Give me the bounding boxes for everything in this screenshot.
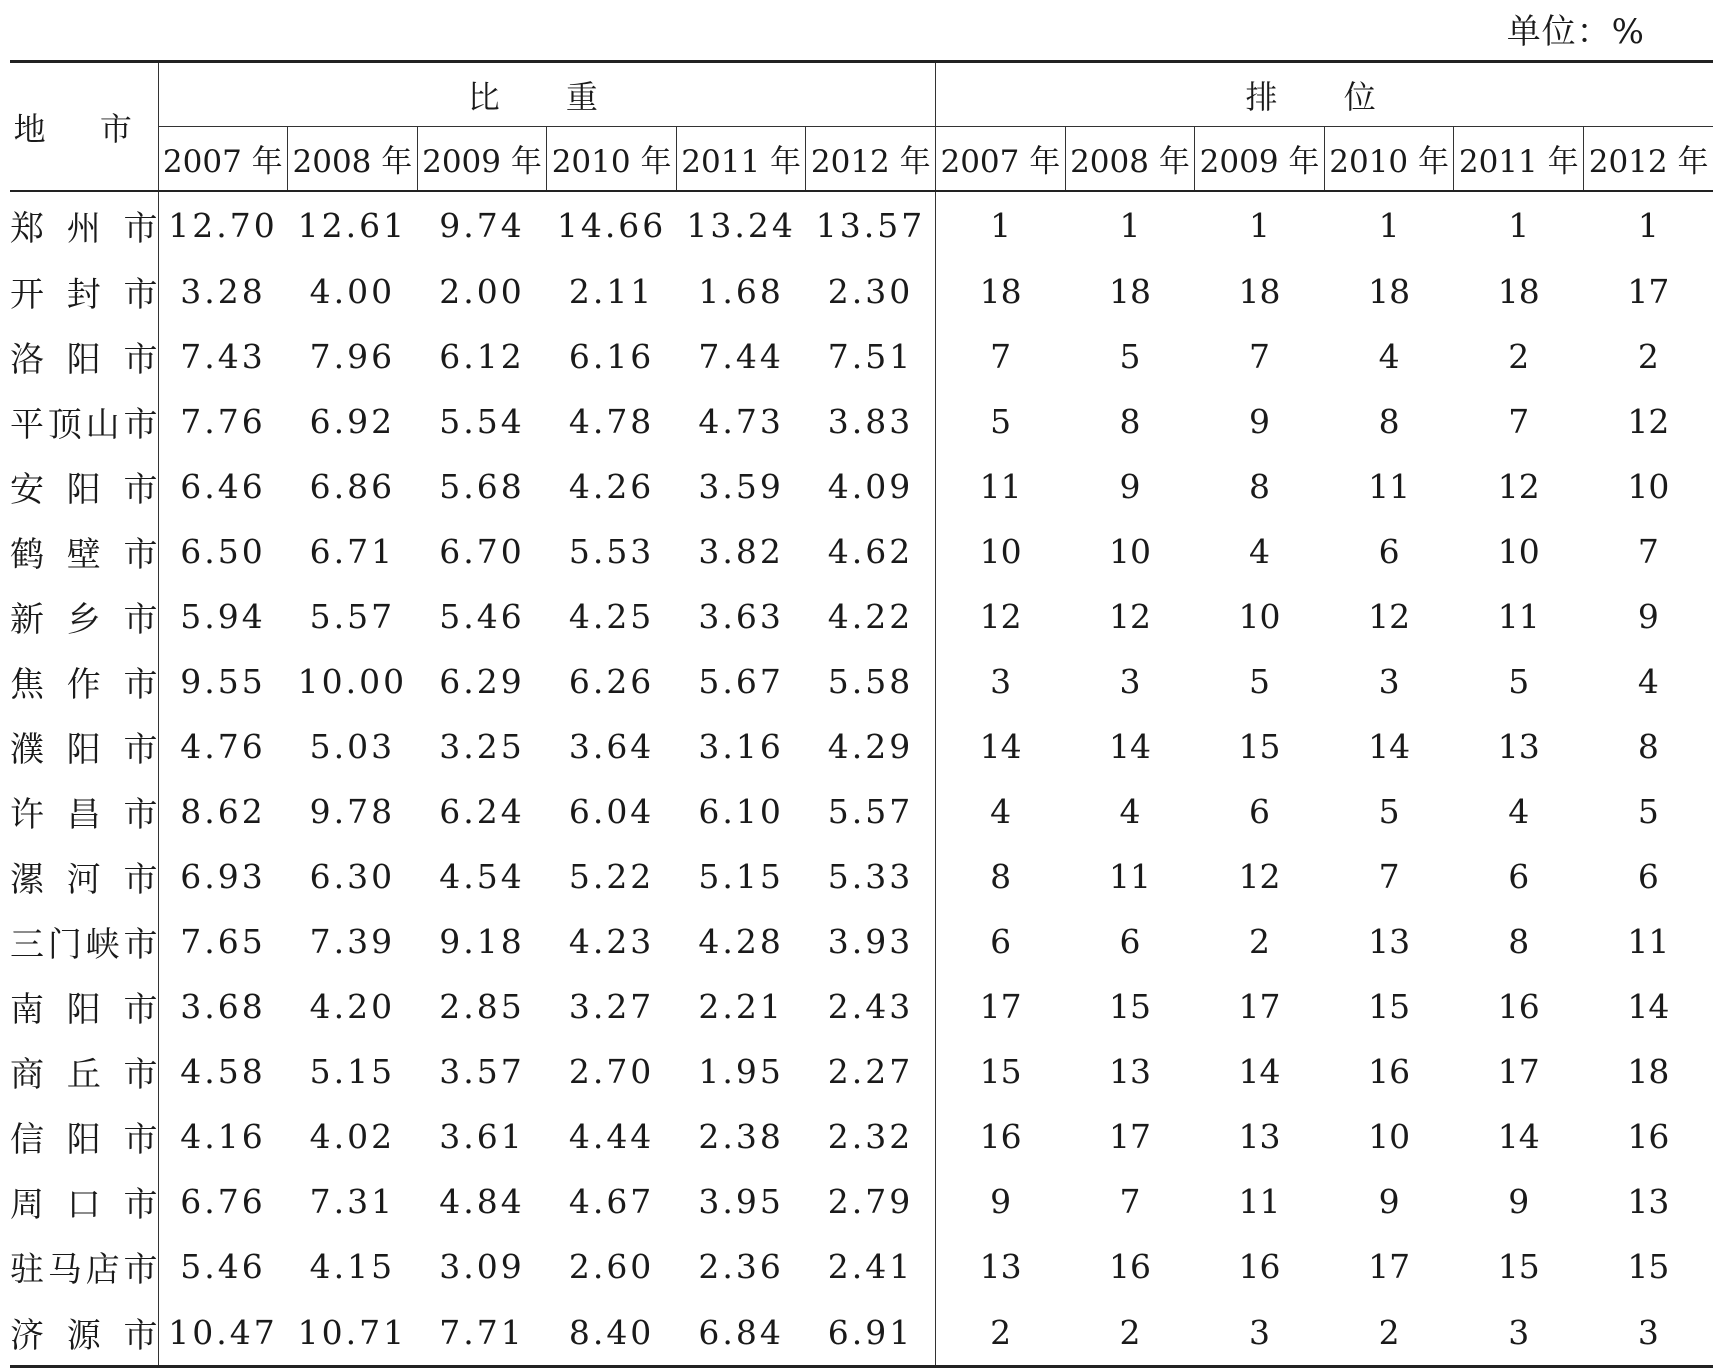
rank-cell: 6 bbox=[1378, 532, 1400, 571]
share-cell: 12.61 bbox=[297, 206, 408, 245]
share-cell: 3.09 bbox=[439, 1247, 525, 1286]
rank-cell: 17 bbox=[1627, 272, 1670, 311]
rank-cell: 14 bbox=[1108, 727, 1151, 766]
table-row bbox=[10, 324, 1713, 389]
rank-cell: 8 bbox=[1249, 467, 1271, 506]
rank-year-header: 2009 年 bbox=[1195, 127, 1325, 192]
table-row bbox=[10, 389, 1713, 454]
share-cell: 4.16 bbox=[180, 1117, 266, 1156]
share-cell: 6.76 bbox=[180, 1182, 266, 1221]
rank-group-header: 排 位 bbox=[936, 62, 1714, 127]
share-cell: 1.95 bbox=[698, 1052, 784, 1091]
rank-cell: 11 bbox=[979, 467, 1022, 506]
table-body bbox=[10, 191, 1713, 1367]
share-cell: 4.09 bbox=[806, 454, 936, 519]
share-cell: 7.31 bbox=[309, 1182, 396, 1221]
share-cell: 5.15 bbox=[309, 1052, 396, 1091]
share-cell: 4.20 bbox=[309, 987, 396, 1026]
share-cell: 5.03 bbox=[309, 727, 396, 766]
rank-cell: 8 bbox=[990, 857, 1012, 896]
rank-cell: 15 bbox=[1368, 987, 1411, 1026]
rank-cell: 13 bbox=[1108, 1052, 1151, 1091]
share-cell: 4.15 bbox=[309, 1247, 396, 1286]
share-cell: 5.15 bbox=[698, 857, 784, 896]
rank-cell: 14 bbox=[1497, 1117, 1540, 1156]
rank-cell: 16 bbox=[1497, 987, 1540, 1026]
share-cell: 2.27 bbox=[806, 1039, 936, 1104]
share-cell: 3.59 bbox=[698, 467, 784, 506]
share-cell: 6.70 bbox=[439, 532, 525, 571]
rank-cell: 3 bbox=[1378, 662, 1400, 701]
table-row bbox=[10, 1234, 1713, 1299]
rank-cell: 17 bbox=[979, 987, 1022, 1026]
share-cell: 2.00 bbox=[439, 272, 525, 311]
rank-cell: 18 bbox=[1368, 272, 1411, 311]
city-name-cell: 开封市 bbox=[10, 259, 158, 324]
city-name-cell: 三门峡市 bbox=[10, 909, 158, 974]
share-cell: 9.55 bbox=[180, 662, 266, 701]
rank-cell: 18 bbox=[1627, 1052, 1670, 1091]
rank-cell: 18 bbox=[979, 272, 1022, 311]
share-cell: 14.66 bbox=[556, 206, 667, 245]
rank-cell: 7 bbox=[990, 337, 1012, 376]
table-row bbox=[10, 649, 1713, 714]
rank-cell: 6 bbox=[1249, 792, 1271, 831]
rank-cell: 10 bbox=[1238, 597, 1281, 636]
share-cell: 6.16 bbox=[568, 337, 655, 376]
rank-cell: 14 bbox=[1368, 727, 1411, 766]
rank-cell: 1 bbox=[1508, 206, 1530, 245]
city-name-cell: 商丘市 bbox=[10, 1039, 158, 1104]
rank-cell: 6 bbox=[1508, 857, 1530, 896]
rank-cell: 11 bbox=[1497, 597, 1540, 636]
rank-cell: 17 bbox=[1108, 1117, 1151, 1156]
share-cell: 3.63 bbox=[698, 597, 784, 636]
share-cell: 5.57 bbox=[309, 597, 396, 636]
rank-cell: 2 bbox=[1637, 337, 1659, 376]
table-row bbox=[10, 259, 1713, 324]
share-cell: 4.02 bbox=[309, 1117, 396, 1156]
share-cell: 3.16 bbox=[698, 727, 784, 766]
share-cell: 10.00 bbox=[297, 662, 408, 701]
share-cell: 4.28 bbox=[698, 922, 784, 961]
rank-cell: 7 bbox=[1378, 857, 1400, 896]
table-row bbox=[10, 974, 1713, 1039]
rank-cell: 9 bbox=[1119, 467, 1141, 506]
table-row bbox=[10, 191, 1713, 259]
share-cell: 2.36 bbox=[698, 1247, 784, 1286]
share-cell: 10.47 bbox=[168, 1312, 278, 1352]
city-column-header: 地 市 bbox=[10, 62, 158, 192]
share-cell: 1.68 bbox=[698, 272, 784, 311]
table-row bbox=[10, 1104, 1713, 1169]
rank-cell: 15 bbox=[1497, 1247, 1540, 1286]
rank-cell: 6 bbox=[1637, 857, 1659, 896]
rank-cell: 16 bbox=[1238, 1247, 1281, 1286]
data-table bbox=[10, 60, 1713, 1368]
share-year-header: 2008 年 bbox=[288, 127, 418, 192]
rank-year-header: 2012 年 bbox=[1588, 144, 1709, 180]
share-cell: 6.71 bbox=[309, 532, 396, 571]
share-cell: 3.28 bbox=[180, 272, 266, 311]
share-cell: 4.29 bbox=[806, 714, 936, 779]
share-cell: 8.40 bbox=[568, 1312, 655, 1352]
share-cell: 6.46 bbox=[180, 467, 266, 506]
table-header bbox=[10, 62, 1713, 192]
rank-cell: 10 bbox=[1627, 467, 1670, 506]
rank-cell: 7 bbox=[1637, 532, 1659, 571]
share-cell: 2.30 bbox=[806, 259, 936, 324]
city-name-cell: 信阳市 bbox=[10, 1104, 158, 1169]
rank-cell: 1 bbox=[1378, 206, 1400, 245]
share-cell: 5.58 bbox=[806, 649, 936, 714]
city-name-cell: 驻马店市 bbox=[10, 1234, 158, 1299]
share-cell: 4.73 bbox=[698, 402, 784, 441]
share-cell: 6.29 bbox=[439, 662, 525, 701]
share-cell: 2.60 bbox=[568, 1247, 655, 1286]
rank-cell: 15 bbox=[1627, 1247, 1670, 1286]
rank-cell: 3 bbox=[1508, 1312, 1530, 1352]
rank-year-header: 2010 年 bbox=[1324, 127, 1454, 192]
share-cell: 2.38 bbox=[698, 1117, 784, 1156]
rank-cell: 7 bbox=[1119, 1182, 1141, 1221]
share-cell: 5.94 bbox=[180, 597, 266, 636]
rank-cell: 18 bbox=[1238, 272, 1281, 311]
rank-cell: 4 bbox=[1249, 532, 1271, 571]
share-year-header: 2011 年 bbox=[676, 127, 806, 192]
share-cell: 10.71 bbox=[297, 1312, 408, 1352]
rank-year-header: 2008 年 bbox=[1065, 127, 1195, 192]
city-name-cell: 许昌市 bbox=[10, 779, 158, 844]
share-cell: 7.76 bbox=[180, 402, 266, 441]
share-cell: 5.53 bbox=[568, 532, 655, 571]
rank-cell: 4 bbox=[1637, 662, 1659, 701]
share-year-header: 2010 年 bbox=[547, 127, 677, 192]
share-cell: 4.22 bbox=[806, 584, 936, 649]
header-row-years bbox=[10, 127, 1713, 192]
rank-cell: 15 bbox=[1238, 727, 1281, 766]
table-row bbox=[10, 1039, 1713, 1104]
rank-cell: 14 bbox=[1627, 987, 1670, 1026]
rank-cell: 11 bbox=[1368, 467, 1411, 506]
table-row bbox=[10, 1299, 1713, 1367]
rank-cell: 9 bbox=[1378, 1182, 1400, 1221]
share-cell: 7.65 bbox=[180, 922, 266, 961]
rank-cell: 5 bbox=[1637, 792, 1659, 831]
share-cell: 7.96 bbox=[309, 337, 396, 376]
share-cell: 5.54 bbox=[439, 402, 525, 441]
rank-cell: 13 bbox=[979, 1247, 1022, 1286]
share-cell: 3.57 bbox=[439, 1052, 525, 1091]
share-cell: 3.95 bbox=[698, 1182, 784, 1221]
rank-cell: 8 bbox=[1119, 402, 1141, 441]
rank-cell: 1 bbox=[990, 206, 1012, 245]
share-cell: 6.26 bbox=[568, 662, 655, 701]
share-cell: 2.21 bbox=[698, 987, 784, 1026]
rank-cell: 9 bbox=[990, 1182, 1012, 1221]
rank-cell: 3 bbox=[990, 662, 1012, 701]
rank-cell: 1 bbox=[1637, 206, 1659, 245]
rank-cell: 10 bbox=[1497, 532, 1540, 571]
rank-cell: 7 bbox=[1249, 337, 1271, 376]
share-cell: 5.67 bbox=[698, 662, 784, 701]
city-name-cell: 鹤壁市 bbox=[10, 519, 158, 584]
share-cell: 8.62 bbox=[180, 792, 266, 831]
city-name-cell: 南阳市 bbox=[10, 974, 158, 1039]
rank-cell: 2 bbox=[1378, 1312, 1400, 1352]
share-cell: 4.54 bbox=[439, 857, 525, 896]
rank-cell: 1 bbox=[1249, 206, 1271, 245]
rank-cell: 6 bbox=[1119, 922, 1141, 961]
rank-cell: 12 bbox=[1108, 597, 1151, 636]
rank-cell: 2 bbox=[1508, 337, 1530, 376]
rank-cell: 4 bbox=[990, 792, 1012, 831]
rank-cell: 17 bbox=[1238, 987, 1281, 1026]
share-cell: 13.57 bbox=[806, 191, 936, 259]
rank-cell: 14 bbox=[1238, 1052, 1281, 1091]
header-row-groups bbox=[10, 62, 1713, 127]
rank-cell: 18 bbox=[1108, 272, 1151, 311]
table-row bbox=[10, 584, 1713, 649]
share-cell: 3.27 bbox=[568, 987, 655, 1026]
table-row bbox=[10, 714, 1713, 779]
rank-cell: 11 bbox=[1238, 1182, 1281, 1221]
share-cell: 4.44 bbox=[568, 1117, 655, 1156]
rank-cell: 12 bbox=[1238, 857, 1281, 896]
share-cell: 7.44 bbox=[698, 337, 784, 376]
city-name-cell: 郑州市 bbox=[10, 191, 158, 259]
rank-cell: 9 bbox=[1508, 1182, 1530, 1221]
rank-cell: 11 bbox=[1627, 922, 1670, 961]
share-cell: 4.76 bbox=[180, 727, 266, 766]
city-name-cell: 周口市 bbox=[10, 1169, 158, 1234]
rank-cell: 4 bbox=[1119, 792, 1141, 831]
share-year-header: 2009 年 bbox=[417, 127, 547, 192]
rank-cell: 12 bbox=[1368, 597, 1411, 636]
share-cell: 12.70 bbox=[168, 206, 278, 245]
rank-cell: 2 bbox=[1119, 1312, 1141, 1352]
city-name-cell: 济源市 bbox=[10, 1299, 158, 1367]
rank-cell: 6 bbox=[990, 922, 1012, 961]
share-cell: 2.70 bbox=[568, 1052, 655, 1091]
rank-cell: 8 bbox=[1378, 402, 1400, 441]
share-cell: 6.12 bbox=[439, 337, 525, 376]
rank-cell: 3 bbox=[1119, 662, 1141, 701]
rank-cell: 11 bbox=[1108, 857, 1151, 896]
rank-cell: 13 bbox=[1368, 922, 1411, 961]
rank-cell: 5 bbox=[1378, 792, 1400, 831]
rank-cell: 8 bbox=[1637, 727, 1659, 766]
rank-cell: 16 bbox=[1368, 1052, 1411, 1091]
share-cell: 5.22 bbox=[568, 857, 655, 896]
share-cell: 3.64 bbox=[568, 727, 655, 766]
rank-cell: 17 bbox=[1368, 1247, 1411, 1286]
rank-cell: 5 bbox=[1508, 662, 1530, 701]
share-cell: 7.43 bbox=[180, 337, 266, 376]
share-cell: 6.50 bbox=[180, 532, 266, 571]
share-cell: 2.32 bbox=[806, 1104, 936, 1169]
share-cell: 4.62 bbox=[806, 519, 936, 584]
share-cell: 2.85 bbox=[439, 987, 525, 1026]
share-cell: 6.84 bbox=[698, 1312, 784, 1352]
city-name-cell: 漯河市 bbox=[10, 844, 158, 909]
share-cell: 4.58 bbox=[180, 1052, 266, 1091]
rank-cell: 9 bbox=[1249, 402, 1271, 441]
share-cell: 6.93 bbox=[180, 857, 266, 896]
share-cell: 3.82 bbox=[698, 532, 784, 571]
unit-label: 单位：% bbox=[1506, 12, 1645, 52]
table-row bbox=[10, 1169, 1713, 1234]
city-name-cell: 濮阳市 bbox=[10, 714, 158, 779]
table-row bbox=[10, 454, 1713, 519]
rank-cell: 13 bbox=[1238, 1117, 1281, 1156]
rank-cell: 18 bbox=[1497, 272, 1540, 311]
share-cell: 6.91 bbox=[806, 1299, 936, 1367]
rank-cell: 5 bbox=[1119, 337, 1141, 376]
city-name-cell: 平顶山市 bbox=[10, 389, 158, 454]
share-cell: 7.71 bbox=[439, 1312, 525, 1352]
share-cell: 13.24 bbox=[686, 206, 796, 245]
rank-cell: 5 bbox=[990, 402, 1012, 441]
city-name-cell: 焦作市 bbox=[10, 649, 158, 714]
share-cell: 2.41 bbox=[806, 1234, 936, 1299]
share-cell: 3.25 bbox=[439, 727, 525, 766]
rank-cell: 13 bbox=[1497, 727, 1540, 766]
city-name-cell: 新乡市 bbox=[10, 584, 158, 649]
rank-cell: 8 bbox=[1508, 922, 1530, 961]
share-cell: 2.43 bbox=[806, 974, 936, 1039]
rank-cell: 14 bbox=[979, 727, 1022, 766]
city-name-cell: 洛阳市 bbox=[10, 324, 158, 389]
table-row bbox=[10, 519, 1713, 584]
rank-cell: 2 bbox=[990, 1312, 1012, 1352]
share-cell: 6.86 bbox=[309, 467, 396, 506]
share-cell: 4.78 bbox=[568, 402, 655, 441]
rank-cell: 9 bbox=[1637, 597, 1659, 636]
rank-cell: 2 bbox=[1249, 922, 1271, 961]
rank-cell: 5 bbox=[1249, 662, 1271, 701]
share-cell: 7.51 bbox=[806, 324, 936, 389]
rank-cell: 4 bbox=[1378, 337, 1400, 376]
share-cell: 6.04 bbox=[568, 792, 655, 831]
share-cell: 4.26 bbox=[568, 467, 655, 506]
share-cell: 4.23 bbox=[568, 922, 655, 961]
share-group-header: 比 重 bbox=[158, 62, 936, 127]
rank-cell: 3 bbox=[1637, 1312, 1659, 1352]
rank-cell: 16 bbox=[1627, 1117, 1670, 1156]
share-cell: 9.78 bbox=[309, 792, 396, 831]
share-cell: 2.79 bbox=[806, 1169, 936, 1234]
rank-year-header: 2011 年 bbox=[1454, 127, 1584, 192]
share-cell: 6.10 bbox=[698, 792, 784, 831]
rank-cell: 3 bbox=[1249, 1312, 1271, 1352]
rank-cell: 4 bbox=[1508, 792, 1530, 831]
share-cell: 5.46 bbox=[439, 597, 525, 636]
table-row bbox=[10, 844, 1713, 909]
rank-cell: 16 bbox=[1108, 1247, 1151, 1286]
share-cell: 5.46 bbox=[180, 1247, 266, 1286]
table-row bbox=[10, 909, 1713, 974]
rank-cell: 10 bbox=[1368, 1117, 1411, 1156]
share-cell: 5.68 bbox=[439, 467, 525, 506]
table-row bbox=[10, 779, 1713, 844]
share-cell: 6.30 bbox=[309, 857, 396, 896]
rank-cell: 12 bbox=[1497, 467, 1540, 506]
share-cell: 2.11 bbox=[568, 272, 655, 311]
share-cell: 7.39 bbox=[309, 922, 396, 961]
share-cell: 6.92 bbox=[309, 402, 396, 441]
share-cell: 3.68 bbox=[180, 987, 266, 1026]
share-cell: 9.74 bbox=[439, 206, 525, 245]
share-cell: 4.84 bbox=[439, 1182, 525, 1221]
rank-cell: 13 bbox=[1627, 1182, 1670, 1221]
rank-year-header: 2007 年 bbox=[936, 127, 1066, 192]
share-cell: 5.33 bbox=[806, 844, 936, 909]
rank-cell: 1 bbox=[1119, 206, 1141, 245]
rank-cell: 7 bbox=[1508, 402, 1530, 441]
rank-cell: 15 bbox=[1108, 987, 1151, 1026]
city-name-cell: 安阳市 bbox=[10, 454, 158, 519]
share-cell: 6.24 bbox=[439, 792, 525, 831]
rank-cell: 16 bbox=[979, 1117, 1022, 1156]
share-cell: 3.83 bbox=[806, 389, 936, 454]
share-cell: 3.61 bbox=[439, 1117, 525, 1156]
share-year-header: 2007 年 bbox=[158, 127, 288, 192]
rank-cell: 10 bbox=[979, 532, 1022, 571]
rank-cell: 12 bbox=[1627, 402, 1670, 441]
share-cell: 4.67 bbox=[568, 1182, 655, 1221]
rank-cell: 12 bbox=[979, 597, 1022, 636]
share-cell: 9.18 bbox=[439, 922, 525, 961]
rank-cell: 10 bbox=[1108, 532, 1151, 571]
share-cell: 4.25 bbox=[568, 597, 655, 636]
share-year-header: 2012 年 bbox=[806, 127, 936, 192]
share-cell: 5.57 bbox=[806, 779, 936, 844]
share-cell: 4.00 bbox=[309, 272, 396, 311]
rank-cell: 17 bbox=[1497, 1052, 1540, 1091]
share-cell: 3.93 bbox=[806, 909, 936, 974]
rank-cell: 15 bbox=[979, 1052, 1022, 1091]
